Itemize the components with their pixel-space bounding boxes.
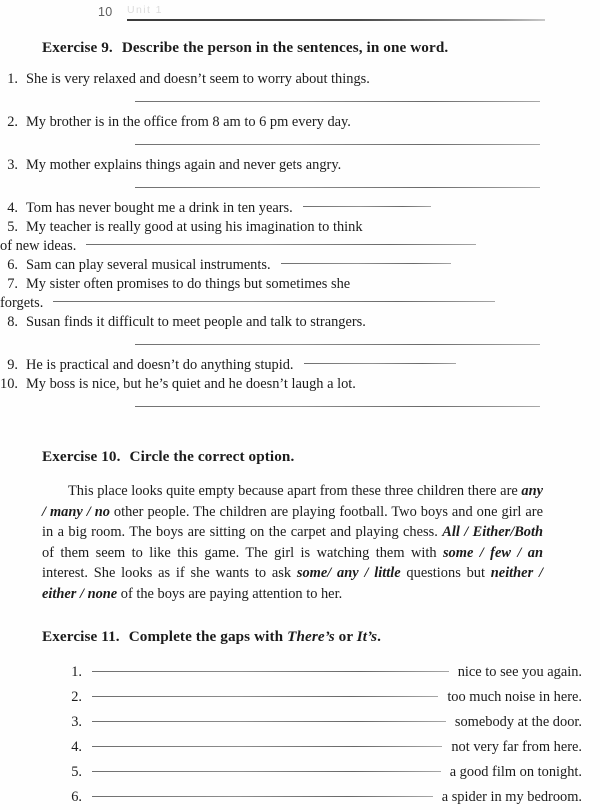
exercise-10-text-run: This place looks quite empty because apart from these three children there are xyxy=(68,483,522,499)
exercise-9-item-number: 1. xyxy=(7,71,18,87)
exercise-9-item-number: 10. xyxy=(0,376,18,392)
exercise-9-item-text: My brother is in the office from 8 am to 6 pm every day. xyxy=(26,114,351,130)
exercise-9-heading xyxy=(0,39,600,57)
page-number: 10 xyxy=(98,5,113,19)
exercise-9-item xyxy=(0,375,600,418)
exercise-9-answer-blank[interactable] xyxy=(303,206,431,207)
exercise-9-item-number: 4. xyxy=(7,200,18,216)
spacer xyxy=(0,394,600,406)
exercise-10-option-group[interactable]: some / few / an xyxy=(442,544,543,561)
exercise-11-gap-list xyxy=(0,660,600,810)
spacer xyxy=(0,145,600,156)
exercise-11-item xyxy=(0,660,600,685)
exercise-10-option-group[interactable]: some/ any / little xyxy=(296,565,401,581)
exercise-10-heading xyxy=(0,448,600,466)
spacer xyxy=(0,188,600,199)
exercise-9-item xyxy=(0,218,600,256)
exercise-11-item-number: 4. xyxy=(71,739,82,755)
exercise-9-item xyxy=(0,70,600,113)
exercise-9-title: Describe the person in the sentences, in one word. xyxy=(121,39,449,56)
exercise-9-item-number: 9. xyxy=(7,357,18,373)
exercise-9-item-line xyxy=(0,375,600,394)
exercise-10-number: Exercise 10. xyxy=(42,448,121,465)
exercise-9-item-line xyxy=(0,356,600,375)
exercise-9-item-text-continued: of new ideas. xyxy=(0,238,77,254)
page-header xyxy=(0,0,600,28)
exercise-9-item-number: 6. xyxy=(7,257,18,273)
exercise-11-item-number: 2. xyxy=(71,689,82,705)
exercise-9-item-text: She is very relaxed and doesn’t seem to worry about things. xyxy=(26,71,370,87)
exercise-9-question-list xyxy=(0,70,600,418)
exercise-11-item-number: 5. xyxy=(71,764,82,780)
exercise-9-item-line xyxy=(0,218,600,237)
exercise-9-item-text: My sister often promises to do things but sometimes she xyxy=(26,276,351,292)
exercise-9-item-number: 5. xyxy=(7,219,18,235)
exercise-11-answer-blank[interactable] xyxy=(92,721,446,722)
spacer xyxy=(0,132,600,144)
exercise-9-number: Exercise 9. xyxy=(42,39,113,56)
exercise-9-item-text: Sam can play several musical instruments. xyxy=(26,257,271,273)
exercise-9-item-text: Tom has never bought me a drink in ten years. xyxy=(26,200,293,216)
exercise-11-item-text: a good film on tonight. xyxy=(449,764,582,780)
exercise-9-item xyxy=(0,199,600,218)
exercise-11-item-number: 1. xyxy=(71,664,82,680)
exercise-9-item-number: 2. xyxy=(7,114,18,130)
exercise-11-item xyxy=(0,760,600,785)
exercise-9-item-text: He is practical and doesn’t do anything stupid. xyxy=(26,357,294,373)
exercise-9-item-number: 7. xyxy=(7,276,18,292)
exercise-11-answer-blank[interactable] xyxy=(92,771,441,772)
exercise-9-answer-blank[interactable] xyxy=(86,244,476,245)
exercise-11-item-number: 3. xyxy=(71,714,82,730)
exercise-11-item xyxy=(0,735,600,760)
exercise-11-number: Exercise 11. xyxy=(42,628,120,645)
running-head-label: Unit 1 xyxy=(127,4,163,16)
exercise-11-item-text: not very far from here. xyxy=(451,739,582,755)
exercise-11-answer-blank[interactable] xyxy=(92,671,449,672)
exercise-10-text-run: of the boys are paying attention to her. xyxy=(117,585,343,602)
header-divider xyxy=(127,19,545,21)
exercise-11-item-text: somebody at the door. xyxy=(454,714,582,730)
exercise-10-option-group[interactable]: All / Either/Both xyxy=(442,524,543,540)
exercise-9-answer-blank[interactable] xyxy=(281,263,451,264)
spacer xyxy=(0,89,600,101)
exercise-11-item xyxy=(0,710,600,735)
exercise-9-item xyxy=(0,356,600,375)
exercise-11-title-middle: or xyxy=(334,628,357,645)
exercise-10-text-run: questions but xyxy=(400,565,491,581)
exercise-9-item-number: 3. xyxy=(7,157,18,173)
exercise-11-item-number: 6. xyxy=(71,789,82,805)
exercise-9-item-line xyxy=(0,113,600,132)
exercise-11-item-text: nice to see you again. xyxy=(457,664,582,680)
exercise-9-item-number: 8. xyxy=(7,314,18,330)
exercise-9-item-text: Susan finds it difficult to meet people and talk to strangers. xyxy=(26,314,366,330)
exercise-11-item-text: too much noise in here. xyxy=(447,689,582,705)
exercise-10-title: Circle the correct option. xyxy=(129,448,295,465)
exercise-11-item-text: a spider in my bedroom. xyxy=(441,789,582,805)
exercise-10-option-group[interactable]: any / many / no xyxy=(42,483,543,520)
exercise-9-item-line-wrap xyxy=(0,237,600,256)
exercise-9-item xyxy=(0,113,600,156)
exercise-9-item-line xyxy=(0,313,600,332)
exercise-11-title-after: . xyxy=(377,628,382,645)
exercise-9-item xyxy=(0,256,600,275)
exercise-10-option-group[interactable]: neither / either / none xyxy=(42,565,543,602)
exercise-11-target-word-2: It’s xyxy=(356,628,378,645)
exercise-11-target-word-1: There’s xyxy=(287,628,335,645)
exercise-9-answer-blank[interactable] xyxy=(53,301,495,302)
exercise-11-answer-blank[interactable] xyxy=(92,746,442,747)
exercise-11-title-before: Complete the gaps with xyxy=(128,628,288,645)
exercise-9-item-line xyxy=(0,256,600,275)
exercise-10-text-run: other people. The children are playing football. Two boys and one girl are in a big room. The boys are sitting on the carpet and playing chess. xyxy=(42,503,543,540)
exercise-9-item-text-continued: forgets. xyxy=(0,295,44,311)
exercise-9-item xyxy=(0,156,600,199)
spacer xyxy=(0,332,600,344)
exercise-10-text-run: of them seem to like this game. The girl is watching them with xyxy=(42,544,443,561)
spacer xyxy=(0,175,600,187)
spacer xyxy=(0,407,600,418)
exercise-11-heading xyxy=(0,628,600,646)
exercise-9-item xyxy=(0,313,600,356)
exercise-9-item-line-wrap xyxy=(0,294,600,313)
exercise-11-answer-blank[interactable] xyxy=(92,696,438,697)
exercise-10-text-run: interest. She looks as if she wants to ask xyxy=(42,565,297,581)
spacer xyxy=(0,102,600,113)
exercise-9-item-text: My boss is nice, but he’s quiet and he doesn’t laugh a lot. xyxy=(26,376,356,392)
exercise-11-item xyxy=(0,685,600,710)
exercise-9-item-line xyxy=(0,156,600,175)
exercise-11-answer-blank[interactable] xyxy=(92,796,433,797)
exercise-9-item-line xyxy=(0,275,600,294)
exercise-9-item xyxy=(0,275,600,313)
exercise-11-item xyxy=(0,785,600,810)
exercise-9-answer-blank[interactable] xyxy=(304,363,456,364)
exercise-9-item-text: My mother explains things again and never gets angry. xyxy=(26,157,342,173)
spacer xyxy=(0,345,600,356)
exercise-10-paragraph xyxy=(0,481,600,604)
exercise-9-item-text: My teacher is really good at using his imagination to think xyxy=(26,219,363,235)
exercise-9-item-line xyxy=(0,70,600,89)
exercise-9-item-line xyxy=(0,199,600,218)
